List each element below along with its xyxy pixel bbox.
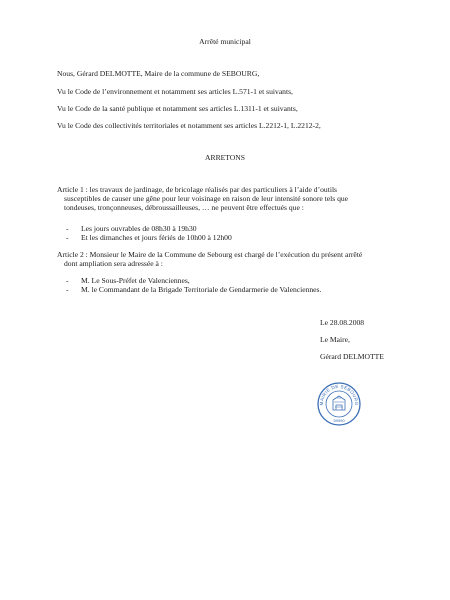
arretons-heading: ARRETONS [205, 153, 245, 162]
intro-line-3: Vu le Code de la santé publique et notamment ses articles L.1311-1 et suivants, [57, 104, 298, 113]
stamp-bottom-text: 59990 [333, 418, 345, 423]
signature-name: Gérard DELMOTTE [320, 352, 384, 361]
svg-text:MAIRIE DE SEBOURG [319, 384, 359, 406]
list-item: - M. Le Sous-Préfet de Valenciennes, [66, 276, 190, 285]
dash-bullet: - [66, 224, 69, 233]
intro-line-4: Vu le Code des collectivités territoriales et notamment ses articles L.2212-1, L.2212-2, [57, 121, 321, 130]
dash-bullet: - [66, 285, 69, 295]
signature-date: Le 28.08.2008 [320, 318, 365, 327]
list-item: - Et les dimanches et jours fériés de 10h00 à 12h00 [66, 233, 232, 243]
article-2 [57, 250, 392, 268]
article-2-line-1: Article 2 : Monsieur le Maire de la Commune de Sebourg est chargé de l’exécution du présent arrêté [57, 250, 363, 259]
list-item: - Les jours ouvrables de 08h30 à 19h30 [66, 224, 197, 233]
dash-bullet: - [66, 276, 69, 285]
intro-line-1: Nous, Gérard DELMOTTE, Maire de la commune de SEBOURG, [57, 69, 260, 78]
article-1 [57, 185, 392, 213]
page-title: Arrêté municipal [199, 37, 251, 46]
article-1-line-2: susceptibles de causer une gêne pour leur voisinage en raison de leur intensité sonore tels que [64, 194, 349, 204]
signature-role: Le Maire, [320, 335, 350, 344]
article-1-line-1: Article 1 : les travaux de jardinage, de bricolage réalisés par des particuliers à l’aide d’outils [57, 185, 338, 194]
dash-bullet: - [66, 233, 69, 243]
article-1-schedule-list [66, 224, 232, 242]
article-2-recipients-list [66, 276, 321, 294]
list-item: - M. le Commandant de la Brigade Territoriale de Gendarmerie de Valenciennes. [66, 285, 322, 295]
article-1-line-3: tondeuses, tronçonneuses, débroussailleuses, … ne peuvent être effectués que : [64, 203, 304, 213]
article-2-line-2: dont ampliation sera adressée à : [64, 259, 163, 269]
stamp-top-text: MAIRIE DE SEBOURG [318, 383, 360, 406]
intro-line-2: Vu le Code de l’environnement et notamment ses articles L.571-1 et suivants, [57, 87, 293, 96]
mairie-stamp-icon [316, 381, 362, 427]
